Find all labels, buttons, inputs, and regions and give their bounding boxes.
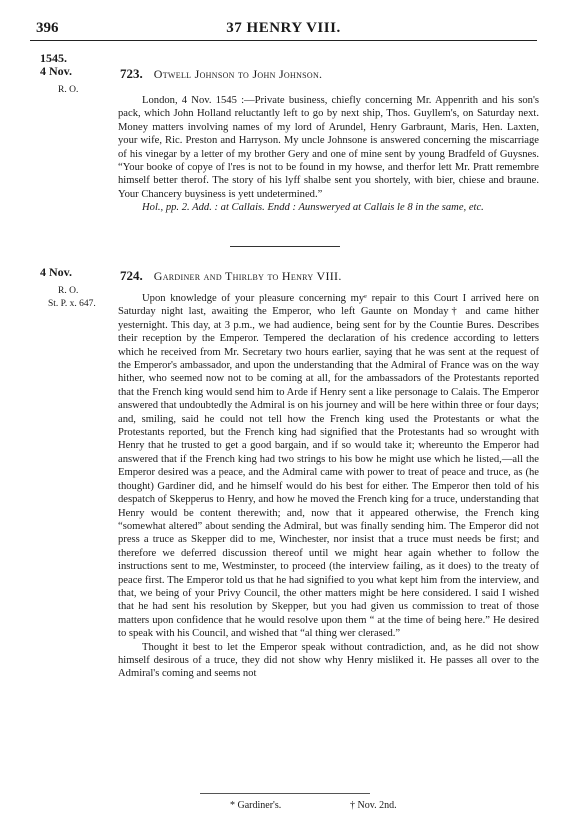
entry-note: Hol., pp. 2. Add. : at Callais. Endd : Aunsweryed at Callais le 8 in the same, etc.: [142, 202, 484, 214]
entry-724-body: [118, 292, 539, 681]
entry-source-reference: St. P. x. 647.: [48, 299, 96, 309]
entry-separator: [230, 246, 340, 247]
entry-paragraph: Upon knowledge of your pleasure concerning myᵉ repair to this Court I arrived here on Saturday night last, awaiting the Emperor, who left Gaunte on Monday† and came hither yesternight. This day, at 3 p.m., we had audience, being sent for by the Countie Bures. Describes their reception by the Emperor. Tempered the declaration of his credence according to letters which he received from Mr. Secretary two hours earlier, saying that he was sent at the request of the Emperor's ambassador, and upon the understanding that the Admiral of France was on the way hither, who seemed now not to be coming at all, for the ambassadors of the Protestants reported that the French king would send him to Arde if Henry sent a like personage to Calais. The Emperor answered that undoubtedly the Admiral is on his journey and will be here within three or four days; and, smiling, said he could not tell how the French king used the Protestants or what the Protestants reported, but the French king had signified that the Protestants had so wrought with Henry that he trusted to get a good bargain, and if so would take it; whereunto the Emperor had answered that if the French king had two strings to his bow he might use which he listed,—all the Emperor desired was a peace, and the Admiral came with power to treat of peace and truce, as (he thought) Gardiner did, and he himself would do his best for either. The Emperor then told of his despatch of Skepperus to Henry, and how he moved the French king for a truce, understanding that Henry would be content therewith; and, now that it appeared otherwise, the French king “somewhat altered” about sending the Admiral, but was finally sending him. The Emperor did not press a truce as Skepper did to me, Winchester, nor insist that a truce must needs be first; and therefore we deferred discussion thereof until we might hear again whether to follow the instructions sent to me, Westminster, to proceed (the interview failing, as it does) to the treaty of peace first. The Emperor told us that he had signified to you what kept him from the interview, and that, we being of your Privy Council, the other matters might be here considered. I said I wished that he had sent his resolution by Skepper, but you had given us commission to treat of those matters upon confidence that he would resolve upon them “ at the time of being here.” He desired to speak with his Council, and wished that “al thing wer clerased.”: [118, 293, 540, 640]
entry-year: 1545.: [40, 51, 67, 65]
entry-source: R. O.: [58, 286, 79, 296]
entry-number: 723.: [120, 66, 143, 81]
footnote: † Nov. 2nd.: [350, 800, 397, 811]
running-title: 37 HENRY VIII.: [226, 20, 341, 36]
page-number: 396: [36, 20, 59, 36]
running-header: [30, 18, 537, 41]
entry-date: 4 Nov.: [40, 265, 73, 279]
entry-title: Otwell Johnson to John Johnson.: [153, 67, 323, 81]
entry-title: Gardiner and Thirlby to Henry VIII.: [153, 269, 342, 283]
entry-723-heading: [120, 66, 541, 82]
entry-724-margin: [40, 266, 120, 311]
entry-723-body: [118, 94, 539, 215]
entry-paragraph: London, 4 Nov. 1545 :—Private business, chiefly concerning Mr. Appenrith and his son's pack, which John Holland reluctantly left to go by next ship, Thos. Guyllem's, on Saturday next. Money matters involving names of my lord of Arundel, Henry Garbraunt, Maris, Hen. Laxten, your wife, Ric. Preston and Harryson. My uncle Johnsone is answered concerning the miscarriage of his vinegar by a letter of my brother Gery and one of mine sent by young Bradfeld of Guysnes. “Your booke of copye of l'res is not to be found in my howse, and therfor lett Mr. Pratt remembre himself better therof. The story of his lyff shalbe sent you shortely, with bier, chiese and braune. Your Chancery buysiness is yett undetermined.”: [118, 95, 539, 200]
entry-724-heading: [120, 268, 541, 284]
footnote-rule: [200, 793, 370, 794]
entry-date: 4 Nov.: [40, 64, 73, 78]
entry-source: R. O.: [58, 85, 79, 95]
entry-723-margin: [40, 52, 120, 97]
footnote: * Gardiner's.: [230, 800, 282, 811]
entry-number: 724.: [120, 268, 143, 283]
entry-paragraph: Thought it best to let the Emperor speak without contradiction, and, as he did not show himself desirous of a truce, they did not show why Henry misliked it. He passes all over to the Admiral's coming and seems not: [118, 641, 539, 680]
